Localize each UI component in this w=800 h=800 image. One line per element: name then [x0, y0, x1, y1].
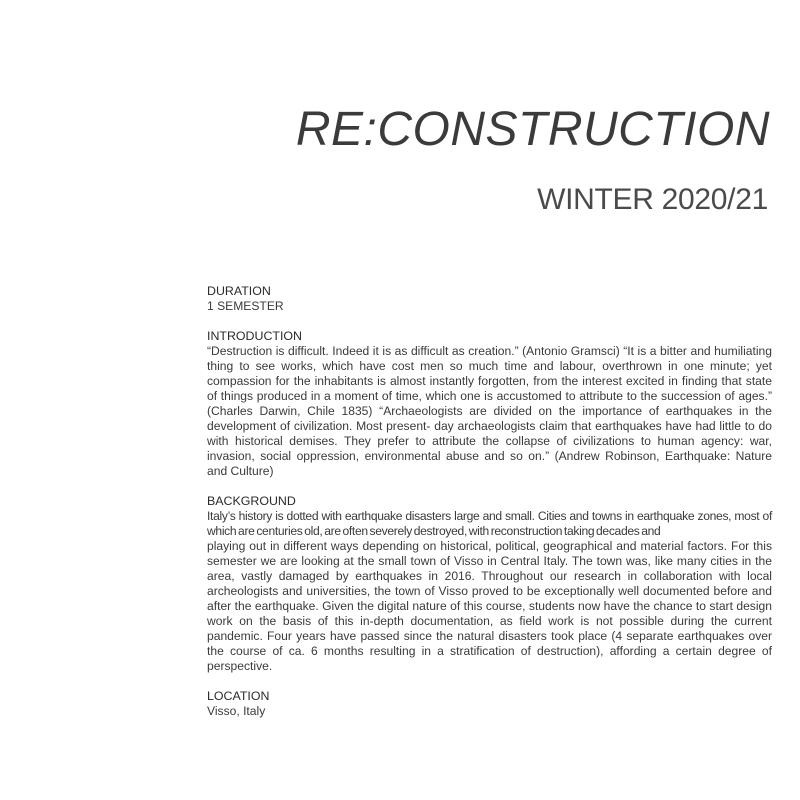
page-title: RE:CONSTRUCTION	[295, 103, 770, 156]
duration-heading: DURATION	[207, 284, 271, 298]
background-heading: BACKGROUND	[207, 494, 296, 508]
background-text-opening: Italy’s history is dotted with earthquake disasters large and small. Cities and towns in earthquake zones, most of which are centuries old, are often severely destroyed, with reconstruction taking decades and	[207, 509, 772, 538]
background-section	[207, 494, 772, 674]
introduction-section	[207, 329, 772, 479]
location-heading: LOCATION	[207, 689, 270, 703]
semester-subtitle: WINTER 2020/21	[537, 183, 768, 216]
introduction-text: “Destruction is difficult. Indeed it is as difficult as creation.” (Antonio Gramsci) “It is a bitter and humiliating thing to see works, which have cost men so much time and labour, overthrown in one minute; yet compassion for the inhabitants is almost instantly forgotten, from the interest excited in finding that state of things produced in a moment of time, which one is accustomed to attribute to the succession of ages.” (Charles Darwin, Chile 1835) “Archaeologists are divided on the importance of earthquakes in the development of civilization. Most present- day archaeologists claim that earthquakes have had little to do with historical demises. They prefer to attribute the collapse of civilizations to human agency: war, invasion, social oppression, environmental abuse and so on.” (Andrew Robinson, Earthquake: Nature and Culture)	[207, 344, 772, 478]
background-text: playing out in different ways depending on historical, political, geographical and material factors. For this semester we are looking at the small town of Visso in Central Italy. The town was, like many cities in the area, vastly damaged by earthquakes in 2016. Throughout our research in collaboration with local archeologists and universities, the town of Visso proved to be exceptionally well documented before and after the earthquake. Given the digital nature of this course, students now have the chance to start design work on the basis of this in-depth documentation, as field work is not possible during the current pandemic. Four years have passed since the natural disasters took place (4 separate earthquakes over the course of ca. 6 months resulting in a stratification of destruction), affording a certain degree of perspective.	[207, 539, 772, 673]
course-description	[207, 284, 772, 734]
location-section	[207, 689, 772, 719]
introduction-heading: INTRODUCTION	[207, 329, 302, 343]
location-text: Visso, Italy	[207, 704, 266, 718]
duration-text: 1 SEMESTER	[207, 299, 284, 313]
duration-section	[207, 284, 772, 314]
